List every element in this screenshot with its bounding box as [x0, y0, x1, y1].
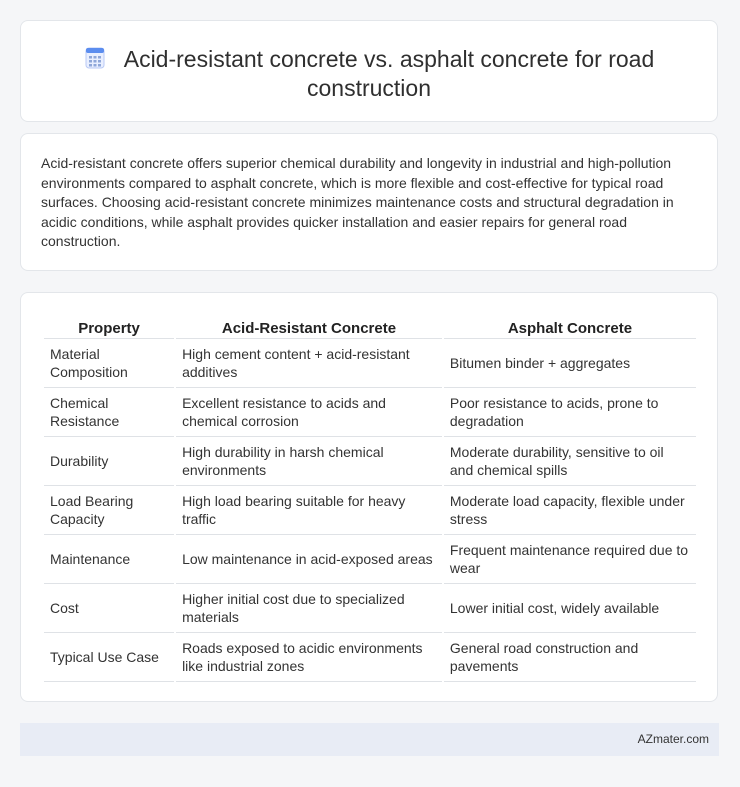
acid-concrete-cell: Roads exposed to acidic environments like industrial zones	[176, 633, 442, 682]
property-cell: Maintenance	[44, 535, 174, 584]
table-row	[44, 388, 696, 437]
asphalt-concrete-cell: Lower initial cost, widely available	[444, 584, 696, 633]
table-row	[44, 584, 696, 633]
property-cell: Load Bearing Capacity	[44, 486, 174, 535]
title-card	[20, 20, 718, 122]
comparison-table	[42, 314, 698, 682]
property-cell: Material Composition	[44, 339, 174, 388]
page-title-wrap	[21, 45, 717, 103]
asphalt-concrete-cell: Bitumen binder + aggregates	[444, 339, 696, 388]
header-property: Property	[44, 314, 174, 339]
spreadsheet-icon	[84, 47, 106, 69]
property-cell: Durability	[44, 437, 174, 486]
footer-bar	[20, 723, 719, 756]
table-row	[44, 486, 696, 535]
acid-concrete-cell: High load bearing suitable for heavy traffic	[176, 486, 442, 535]
asphalt-concrete-cell: Poor resistance to acids, prone to degradation	[444, 388, 696, 437]
acid-concrete-cell: High cement content + acid-resistant additives	[176, 339, 442, 388]
property-cell: Typical Use Case	[44, 633, 174, 682]
asphalt-concrete-cell: Frequent maintenance required due to wear	[444, 535, 696, 584]
page-title: Acid-resistant concrete vs. asphalt concrete for road construction	[123, 46, 655, 101]
asphalt-concrete-cell: Moderate load capacity, flexible under stress	[444, 486, 696, 535]
acid-concrete-cell: Excellent resistance to acids and chemical corrosion	[176, 388, 442, 437]
table-row	[44, 535, 696, 584]
table-row	[44, 633, 696, 682]
comparison-table-card	[20, 292, 718, 702]
table-row	[44, 339, 696, 388]
acid-concrete-cell: Low maintenance in acid-exposed areas	[176, 535, 442, 584]
asphalt-concrete-cell: Moderate durability, sensitive to oil and chemical spills	[444, 437, 696, 486]
property-cell: Cost	[44, 584, 174, 633]
summary-card	[20, 133, 718, 271]
summary-text: Acid-resistant concrete offers superior chemical durability and longevity in industrial and high-pollution environments compared to asphalt concrete, which is more flexible and cost-effective for typical road surfaces. Choosing acid-resistant concrete minimizes maintenance costs and structural degradation in acidic conditions, while asphalt provides quicker installation and easier repairs for general road construction.	[41, 155, 674, 249]
acid-concrete-cell: Higher initial cost due to specialized materials	[176, 584, 442, 633]
table-header-row	[44, 314, 696, 339]
footer-brand[interactable]: AZmater.com	[637, 732, 709, 746]
table-row	[44, 437, 696, 486]
property-cell: Chemical Resistance	[44, 388, 174, 437]
header-acid-resistant-concrete: Acid-Resistant Concrete	[176, 314, 442, 339]
asphalt-concrete-cell: General road construction and pavements	[444, 633, 696, 682]
header-asphalt-concrete: Asphalt Concrete	[444, 314, 696, 339]
acid-concrete-cell: High durability in harsh chemical environments	[176, 437, 442, 486]
